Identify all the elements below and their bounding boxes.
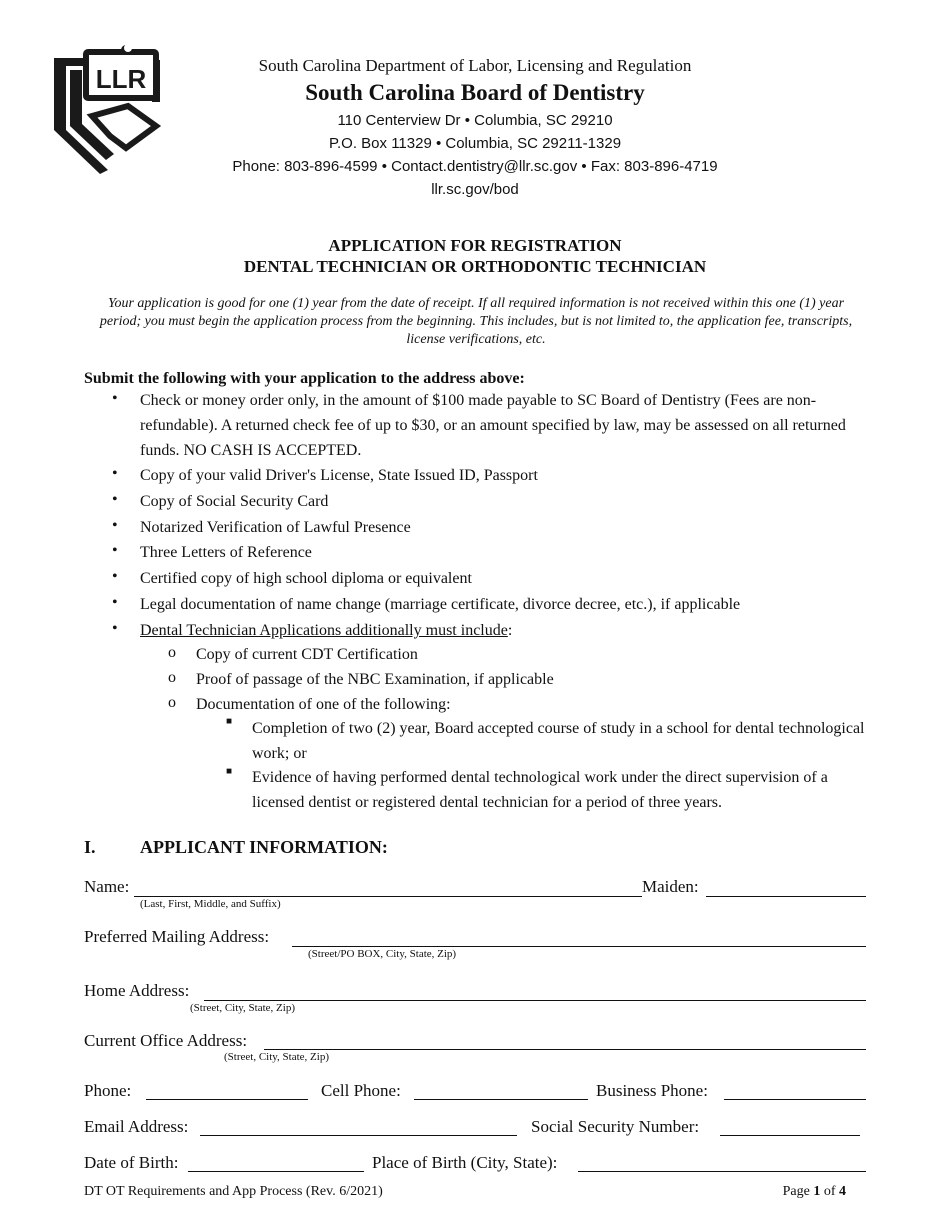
home-address-hint: (Street, City, State, Zip) (190, 1002, 295, 1014)
home-address-field[interactable] (204, 1000, 866, 1001)
phone-field[interactable] (146, 1099, 308, 1100)
requirement-item: Certified copy of high school diploma or equivalent (140, 570, 472, 587)
square-bullet-icon: ■ (226, 716, 233, 727)
dental-tech-colon: : (507, 622, 513, 639)
requirement-item: Check or money order only, in the amount of $100 made payable to SC Board of Dentistry (Fees are non-refundable). A returned check fee of up to $30, or an amount specified by law, may be assessed on all returned funds. NO CASH IS ACCEPTED. (140, 392, 846, 459)
contact-info: Phone: 803-896-4599 • Contact.dentistry@llr.sc.gov • Fax: 803-896-4719 (232, 158, 718, 175)
page-total: 4 (839, 1184, 846, 1199)
requirement-item: Legal documentation of name change (marriage certificate, divorce decree, etc.), if applicable (140, 596, 741, 613)
office-address-hint: (Street, City, State, Zip) (224, 1051, 329, 1063)
dob-field[interactable] (188, 1171, 364, 1172)
page-current: 1 (813, 1184, 821, 1199)
bullet-icon: • (112, 517, 118, 534)
maiden-label: Maiden: (642, 877, 699, 896)
mailing-address-label: Preferred Mailing Address: (84, 927, 270, 946)
name-hint: (Last, First, Middle, and Suffix) (140, 898, 281, 910)
page-mid: of (820, 1184, 839, 1199)
phone-label: Phone: (84, 1081, 132, 1100)
business-phone-field[interactable] (724, 1099, 866, 1100)
cell-phone-label: Cell Phone: (321, 1081, 401, 1100)
bullet-icon: • (112, 620, 118, 637)
name-label: Name: (84, 877, 130, 896)
bullet-icon: • (112, 542, 118, 559)
page-number (783, 1184, 846, 1200)
business-phone-label: Business Phone: (596, 1081, 708, 1100)
section-number: I. (84, 837, 96, 857)
dental-tech-item: Proof of passage of the NBC Examination, if applicable (196, 671, 554, 688)
dob-label: Date of Birth: (84, 1153, 179, 1172)
documentation-item: Completion of two (2) year, Board accepted course of study in a school for dental technological work; or (252, 720, 865, 762)
pob-field[interactable] (578, 1171, 866, 1172)
dental-tech-item: Copy of current CDT Certification (196, 646, 418, 663)
requirement-item: Notarized Verification of Lawful Presence (140, 519, 411, 536)
mailing-address-field[interactable] (292, 946, 866, 947)
requirement-item: Three Letters of Reference (140, 544, 312, 561)
intro-notice: Your application is good for one (1) year from the date of receipt. If all required information is not received within this one (1) year period; you must begin the application process from the beginning. This includes, but is not limited to, the application fee, transcripts, license verifications, etc. (99, 296, 853, 347)
cell-phone-field[interactable] (414, 1099, 588, 1100)
office-address-label: Current Office Address: (84, 1031, 248, 1050)
requirement-item: Copy of your valid Driver's License, State Issued ID, Passport (140, 467, 538, 484)
logo-text: LLR (95, 64, 147, 94)
square-bullet-icon: ■ (226, 766, 233, 777)
bullet-icon: • (112, 390, 118, 407)
footer-revision: DT OT Requirements and App Process (Rev. 6/2021) (84, 1184, 383, 1199)
bullet-icon: • (112, 491, 118, 508)
pob-label: Place of Birth (City, State): (372, 1153, 558, 1172)
office-address-field[interactable] (264, 1049, 866, 1050)
bullet-icon: • (112, 465, 118, 482)
requirements-heading: Submit the following with your application to the address above: (84, 370, 525, 387)
website: llr.sc.gov/bod (431, 181, 519, 198)
street-address: 110 Centerview Dr • Columbia, SC 29210 (337, 112, 613, 129)
llr-logo (48, 44, 166, 178)
home-address-label: Home Address: (84, 981, 190, 1000)
dental-tech-heading: Dental Technician Applications additionally must include (140, 622, 508, 639)
po-box-address: P.O. Box 11329 • Columbia, SC 29211-1329 (328, 135, 622, 152)
email-field[interactable] (200, 1135, 517, 1136)
document-subtitle: DENTAL TECHNICIAN OR ORTHODONTIC TECHNICIAN (243, 257, 707, 276)
requirement-item: Copy of Social Security Card (140, 493, 329, 510)
department-name: South Carolina Department of Labor, Licensing and Regulation (258, 56, 692, 75)
section-title: APPLICANT INFORMATION: (140, 837, 388, 857)
document-title: APPLICATION FOR REGISTRATION (328, 236, 622, 255)
maiden-field[interactable] (706, 896, 866, 897)
mailing-address-hint: (Street/PO BOX, City, State, Zip) (308, 948, 457, 960)
dental-tech-requirement (140, 618, 870, 643)
ssn-label: Social Security Number: (531, 1117, 700, 1136)
circle-bullet-icon: o (168, 644, 176, 661)
circle-bullet-icon: o (168, 694, 176, 711)
page-prefix: Page (782, 1184, 814, 1199)
bullet-icon: • (112, 594, 118, 611)
name-field[interactable] (134, 896, 642, 897)
circle-bullet-icon: o (168, 669, 176, 686)
email-label: Email Address: (84, 1117, 189, 1136)
documentation-item: Evidence of having performed dental technological work under the direct supervision of a licensed dentist or registered dental technician for a period of three years. (252, 769, 828, 811)
bullet-icon: • (112, 568, 118, 585)
dental-tech-item: Documentation of one of the following: (196, 696, 451, 713)
board-name: South Carolina Board of Dentistry (305, 80, 645, 105)
ssn-field[interactable] (720, 1135, 860, 1136)
